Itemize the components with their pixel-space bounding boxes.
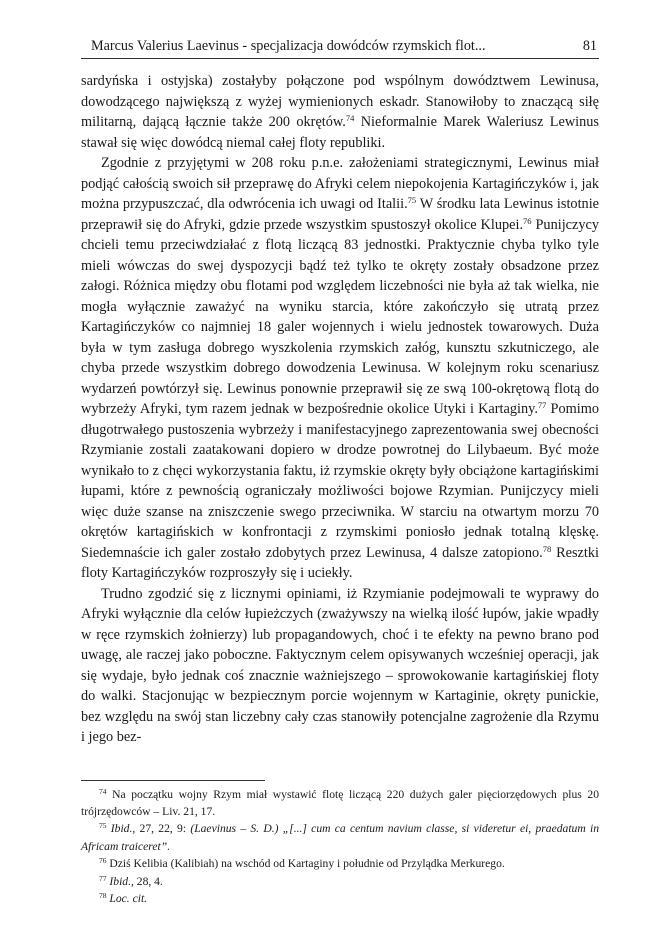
running-title: Marcus Valerius Laevinus - specjalizacja dowódców rzymskich flot... [91,38,486,54]
text-run: Resztki floty Kartagińczyków rozproszyły się i uciekły. [81,544,599,581]
text-run: W środku lata Lewinus istotnie przeprawił się do Afryki, gdzie przede wszystkim spustoszył okolice Klupei. [81,196,600,233]
text-run: Trudno zgodzić się z licznymi opiniami, iż Rzymianie podejmowali te wyprawy do Afryki wyłącznie dla celów łupieżczych (zważywszy na wielką ilość łupów, jakie wpadły w ręce rzymskich żołnierzy) lub propagandowych, choć i te efekty na pewno brano pod uwagę, ale raczej jako poboczne. Faktycznym celem opisywanych wcześniej operacji, jak się wydaje, było jednak coś znacznie ważniejszego – sprowokowanie kartagińskiej floty do walki. Stacjonując w bezpiecznym porcie wojennym w Kartaginie, okręty punickie, bez względu na swój stan liczebny cały czas stanowiły potencjalne zagrożenie dla Rzymu i jego bez- [81,585,599,745]
text-run: Punijczycy chcieli temu przeciwdziałać z flotą liczącą 83 jednostki. Praktycznie chyba tylko tyle mieli wówczas do swej dyspozycji bądź też tylko te okręty zostały obsadzone przez załogi. Różnica między obu flotami pod względem liczebności nie była aż tak wielka, nie mogła wyłącznie zaważyć na wyniku starcia, które zakończyło się utratą przez Kartagińczyków co najmniej 18 galer wojennych i wielu jednostek towarowych. Duża była w tym zasługa dobrego wyszkolenia rzymskich załóg, kunsztu szkutniczego, ale chyba przede wszystkim dobrego dowodzenia Lewinusa. W kolejnym roku scenariusz wydarzeń powtórzył się. Lewinus ponownie przeprawił się ze swą 100-okrętową flotą do wybrzeży Afryki, tym razem jednak w bezpośrednie okolice Utyki i Kartaginy. [81,216,599,417]
paragraph [81,153,599,584]
page-number: 81 [582,38,597,54]
footnote [81,820,599,855]
text-run: Dziś Kelibia (Kalibiah) na wschód od Kartaginy i południe od Przylądka Merkurego. [109,857,505,871]
footnote-number: 78 [99,890,107,900]
running-header [81,36,599,59]
italic-text: Ibid. [110,822,133,836]
footnote [81,855,599,872]
italic-text: Ibid. [109,874,131,888]
italic-text: Loc. cit. [109,891,148,905]
footnote-ref: 75 [407,195,417,205]
text-run: Nieformalnie Marek Waleriusz Lewinus stawał się więc dowódcą niemal całej floty republiki. [81,114,599,151]
footnote-number: 74 [99,786,107,796]
text-run: Na początku wojny Rzym miał wystawić flotę liczącą 220 dużych galer pięciorzędowych plus 20 trójrzędowców – Liv. 21, 17. [81,787,599,818]
footnotes [81,786,599,908]
paragraph [81,584,599,748]
paragraph [81,71,599,153]
footnote-separator [81,780,265,781]
footnote-ref: 74 [345,113,355,123]
footnote-number: 75 [99,821,107,831]
body-text [81,71,599,748]
footnote-ref: 78 [542,543,552,554]
text-run: Pomimo długotrwałego pustoszenia wybrzeży i manifestacyjnego zaprezentowania swej obecności Rzymianie zostali zaatakowani dopiero w drodze powrotnej do Lilybaeum. Być może wynikało to z chęci wykorzystania faktu, iż rzymskie okręty były obciążone kartagińskimi łupami, które z pewnością ograniczały możliwości bojowe Rzymian. Punijczycy mieli więc duże szanse na zniszczenie swego przeciwnika. W starciu na otwartym morzu 70 okrętów kartagińskich w konfrontacji z rzymskimi poniosło jednak totalną klęskę. Siedemnaście ich galer zostało zdobytych przez Lewinusa, 4 dalsze zatopiono. [81,401,599,561]
footnote [81,786,599,821]
footnote-ref: 76 [523,215,532,226]
text-run: Zgodnie z przyjętymi w 208 roku p.n.e. założeniami strategicznymi, Lewinus miał podjąć całością swoich sił przeprawę do Afryki celem niepokojenia Kartagińczyków i, jak można przypuszczać, dla odwrócenia ich uwagi od Italii. [81,155,599,212]
text-run: sardyńska i ostyjska) zostałyby połączone pod wspólnym dowództwem Lewinusa, dowodzącego największą z wyżej wymienionych eskadr. Stanowiłoby to znaczącą siłę militarną, dającą łącznie także 200 okrętów. [81,73,599,130]
footnote-ref: 77 [537,400,547,410]
book-page [81,36,599,907]
text-run: , 28, 4. [130,874,163,888]
text-run: , 27, 22, 9: [132,822,191,836]
footnote-number: 76 [99,856,107,866]
italic-text: (Laevinus – S. D.) „[...] cum ca centum navium classe, si videretur ei, praedatum in Africam traiceret”. [81,822,599,853]
footnote [81,873,599,890]
footnote-number: 77 [99,873,107,883]
footnote [81,890,599,907]
